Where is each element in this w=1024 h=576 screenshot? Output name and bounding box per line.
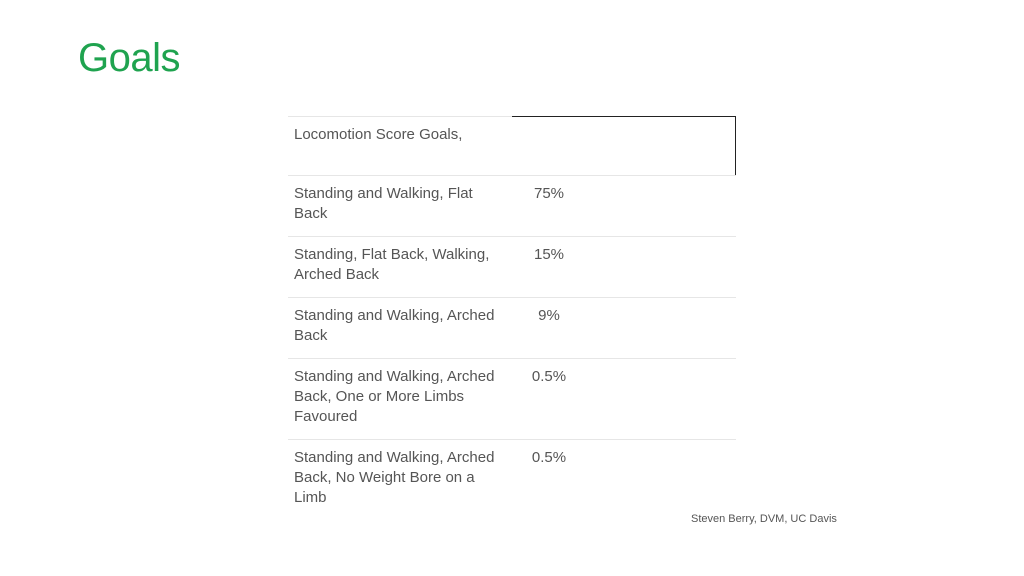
table-row [288, 298, 736, 359]
row-empty-cell [586, 359, 736, 440]
row-empty-cell [586, 298, 736, 359]
table-header-row [288, 117, 736, 176]
table-row [288, 237, 736, 298]
row-label: Standing, Flat Back, Walking, Arched Back [288, 237, 512, 298]
row-label: Standing and Walking, Arched Back, No Weight Bore on a Limb [294, 449, 495, 506]
row-value: 9% [512, 298, 586, 359]
row-label: Standing and Walking, Flat Back [288, 176, 512, 237]
table-row [288, 440, 736, 521]
table-header-label: Locomotion Score Goals, [288, 117, 512, 176]
row-label: Standing and Walking, Arched Back [288, 298, 512, 359]
row-empty-cell [586, 237, 736, 298]
row-value: 0.5% [531, 449, 567, 466]
table-row [288, 359, 736, 440]
slide-title: Goals [78, 36, 180, 80]
slide-credit: Steven Berry, DVM, UC Davis [691, 513, 837, 525]
locomotion-goals-table [288, 116, 736, 520]
row-empty-cell [586, 176, 736, 237]
row-value: 15% [512, 237, 586, 298]
table-header-blank-cell [512, 117, 736, 176]
table-row [288, 176, 736, 237]
row-label: Standing and Walking, Arched Back, One or More Limbs Favoured [288, 359, 512, 440]
row-value: 0.5% [512, 359, 586, 440]
row-empty-cell [586, 440, 736, 521]
row-value: 75% [512, 176, 586, 237]
